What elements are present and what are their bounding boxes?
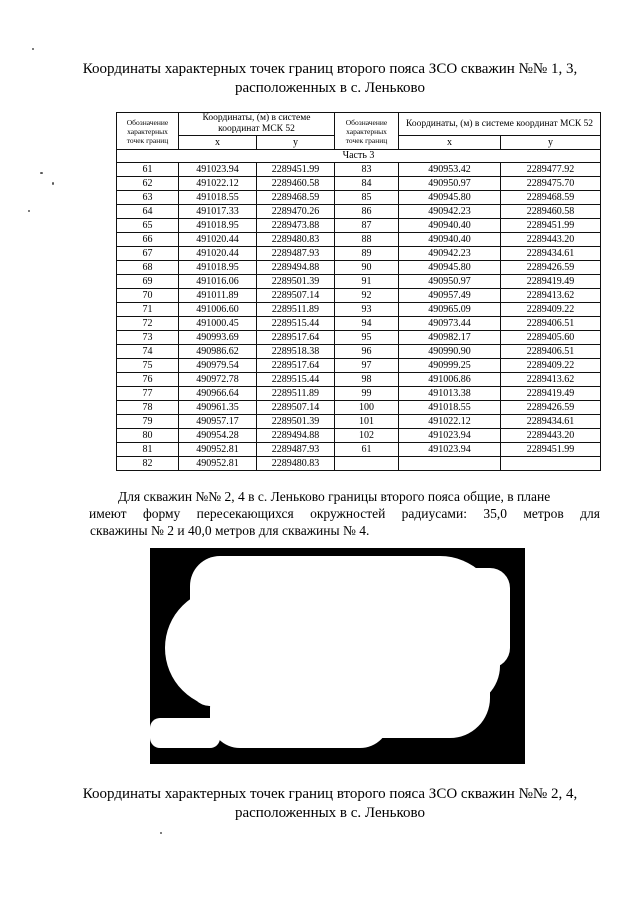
cell-x-2: 490940.40 — [399, 219, 501, 233]
header-point-designation: Обозначение характерных точек границ — [117, 113, 179, 150]
cell-y: 2289494.88 — [257, 261, 335, 275]
cell-x: 491020.44 — [179, 233, 257, 247]
cell-y: 2289480.83 — [257, 457, 335, 471]
cell-x-2: 490950.97 — [399, 177, 501, 191]
cell-y-2: 2289434.61 — [501, 415, 601, 429]
table-row — [117, 443, 601, 457]
cell-x: 491018.95 — [179, 261, 257, 275]
cell-y-2: 2289443.20 — [501, 429, 601, 443]
cell-x: 491017.33 — [179, 205, 257, 219]
cell-y-2: 2289451.99 — [501, 443, 601, 457]
cell-point-2: 95 — [335, 331, 399, 345]
cell-y: 2289517.64 — [257, 331, 335, 345]
paragraph-line-3: скважины № 2 и 40,0 метров для скважины № 4. — [90, 523, 370, 538]
cell-x: 490979.54 — [179, 359, 257, 373]
cell-point: 82 — [117, 457, 179, 471]
table-title-line-2: расположенных в с. Леньково — [234, 80, 426, 96]
header-x: x — [179, 136, 257, 150]
cell-point-2: 102 — [335, 429, 399, 443]
cell-y-2: 2289409.22 — [501, 359, 601, 373]
cell-y-2: 2289413.62 — [501, 373, 601, 387]
table-row — [117, 275, 601, 289]
bottom-title-line-1: Координаты характерных точек границ второго пояса ЗСО скважин №№ 2, 4, — [82, 786, 578, 802]
cell-point-2: 101 — [335, 415, 399, 429]
header-y: y — [257, 136, 335, 150]
cell-x-2: 491013.38 — [399, 387, 501, 401]
cell-y: 2289473.88 — [257, 219, 335, 233]
cell-x: 490957.17 — [179, 415, 257, 429]
paragraph-line-2: имеют форму пересекающихся окружностей радиусами: 35,0 метров для — [89, 506, 600, 521]
table-row — [117, 261, 601, 275]
cell-point-2: 85 — [335, 191, 399, 205]
cell-point: 62 — [117, 177, 179, 191]
cell-y-2: 2289406.51 — [501, 345, 601, 359]
cell-point-2: 90 — [335, 261, 399, 275]
cell-y: 2289518.38 — [257, 345, 335, 359]
cell-x: 490952.81 — [179, 457, 257, 471]
cell-y: 2289507.14 — [257, 289, 335, 303]
header-x-2: x — [399, 136, 501, 150]
cell-x: 491016.06 — [179, 275, 257, 289]
cell-point: 69 — [117, 275, 179, 289]
part-label: Часть 3 — [117, 150, 601, 163]
table-row — [117, 233, 601, 247]
cell-y-2: 2289451.99 — [501, 219, 601, 233]
cell-point: 68 — [117, 261, 179, 275]
cell-point: 80 — [117, 429, 179, 443]
bottom-title-line-2: расположенных в с. Леньково — [234, 805, 426, 821]
cell-x: 491000.45 — [179, 317, 257, 331]
cell-x-2: 490973.44 — [399, 317, 501, 331]
cell-x: 491022.12 — [179, 177, 257, 191]
cell-x-2: 490965.09 — [399, 303, 501, 317]
cell-point: 77 — [117, 387, 179, 401]
cell-point-2: 89 — [335, 247, 399, 261]
table-row — [117, 331, 601, 345]
cell-x: 490986.62 — [179, 345, 257, 359]
cell-y-2: 2289468.59 — [501, 191, 601, 205]
table-header-row — [117, 113, 601, 136]
cell-x: 491011.89 — [179, 289, 257, 303]
part-row — [117, 150, 601, 163]
cell-y-2: 2289426.59 — [501, 401, 601, 415]
scanned-map-image — [150, 548, 525, 764]
cell-point-2: 93 — [335, 303, 399, 317]
cell-x-2: 491022.12 — [399, 415, 501, 429]
cell-point: 79 — [117, 415, 179, 429]
cell-y-2: 2289460.58 — [501, 205, 601, 219]
cell-point-2 — [335, 457, 399, 471]
table-title-wells-1-3 — [60, 60, 600, 98]
cell-y: 2289494.88 — [257, 429, 335, 443]
header-y-2: y — [501, 136, 601, 150]
table-row — [117, 317, 601, 331]
cell-y-2: 2289443.20 — [501, 233, 601, 247]
cell-x-2: 490950.97 — [399, 275, 501, 289]
cell-x-2: 491023.94 — [399, 429, 501, 443]
cell-x: 490954.28 — [179, 429, 257, 443]
cell-point-2: 61 — [335, 443, 399, 457]
table-row — [117, 401, 601, 415]
cell-y: 2289487.93 — [257, 443, 335, 457]
cell-x: 490961.35 — [179, 401, 257, 415]
cell-point-2: 86 — [335, 205, 399, 219]
cell-point-2: 91 — [335, 275, 399, 289]
table-row — [117, 457, 601, 471]
cell-point-2: 99 — [335, 387, 399, 401]
table-row — [117, 345, 601, 359]
cell-y-2 — [501, 457, 601, 471]
cell-y: 2289501.39 — [257, 275, 335, 289]
cell-y: 2289515.44 — [257, 373, 335, 387]
cell-x: 490993.69 — [179, 331, 257, 345]
scan-speck — [40, 172, 43, 174]
cell-y: 2289468.59 — [257, 191, 335, 205]
table-title-wells-2-4 — [60, 785, 600, 823]
cell-x: 491018.55 — [179, 191, 257, 205]
table-row — [117, 415, 601, 429]
cell-x-2: 490999.25 — [399, 359, 501, 373]
cell-x: 491006.60 — [179, 303, 257, 317]
cell-y-2: 2289426.59 — [501, 261, 601, 275]
cell-x-2: 490957.49 — [399, 289, 501, 303]
cell-x-2: 490940.40 — [399, 233, 501, 247]
cell-y: 2289451.99 — [257, 163, 335, 177]
cell-x: 490972.78 — [179, 373, 257, 387]
cell-y-2: 2289406.51 — [501, 317, 601, 331]
cell-x: 491018.95 — [179, 219, 257, 233]
cell-y-2: 2289475.70 — [501, 177, 601, 191]
cell-x-2: 491006.86 — [399, 373, 501, 387]
cell-point-2: 83 — [335, 163, 399, 177]
cell-y-2: 2289419.49 — [501, 275, 601, 289]
cell-point-2: 97 — [335, 359, 399, 373]
cell-point: 74 — [117, 345, 179, 359]
cell-x-2: 490942.23 — [399, 205, 501, 219]
cell-y-2: 2289405.60 — [501, 331, 601, 345]
cell-x-2: 490990.90 — [399, 345, 501, 359]
cell-point: 78 — [117, 401, 179, 415]
cell-x-2: 490982.17 — [399, 331, 501, 345]
header-coordinates-2: Координаты, (м) в системе координат МСК 52 — [399, 113, 601, 136]
cell-y: 2289507.14 — [257, 401, 335, 415]
paragraph-line-1: Для скважин №№ 2, 4 в с. Леньково границы второго пояса общие, в плане — [118, 489, 551, 504]
cell-x: 490966.64 — [179, 387, 257, 401]
scan-speck — [28, 210, 30, 212]
table-row — [117, 163, 601, 177]
cell-x: 490952.81 — [179, 443, 257, 457]
cell-point: 71 — [117, 303, 179, 317]
cell-y: 2289511.89 — [257, 303, 335, 317]
cell-y: 2289515.44 — [257, 317, 335, 331]
table-row — [117, 303, 601, 317]
cell-y-2: 2289419.49 — [501, 387, 601, 401]
table-row — [117, 177, 601, 191]
cell-point-2: 100 — [335, 401, 399, 415]
cell-point: 76 — [117, 373, 179, 387]
cell-point-2: 92 — [335, 289, 399, 303]
cell-x: 491020.44 — [179, 247, 257, 261]
cell-point: 75 — [117, 359, 179, 373]
table-row — [117, 289, 601, 303]
cell-point: 61 — [117, 163, 179, 177]
cell-point-2: 96 — [335, 345, 399, 359]
wells-2-4-paragraph — [90, 488, 600, 539]
cell-x: 491023.94 — [179, 163, 257, 177]
cell-y: 2289470.26 — [257, 205, 335, 219]
cell-point: 65 — [117, 219, 179, 233]
cell-y-2: 2289434.61 — [501, 247, 601, 261]
table-row — [117, 205, 601, 219]
cell-y: 2289517.64 — [257, 359, 335, 373]
cell-y: 2289501.39 — [257, 415, 335, 429]
cell-y: 2289480.83 — [257, 233, 335, 247]
cell-y: 2289511.89 — [257, 387, 335, 401]
scan-speck — [32, 48, 34, 50]
cell-point-2: 94 — [335, 317, 399, 331]
cell-point-2: 84 — [335, 177, 399, 191]
cell-y-2: 2289409.22 — [501, 303, 601, 317]
cell-x-2 — [399, 457, 501, 471]
cell-x-2: 490953.42 — [399, 163, 501, 177]
cell-x-2: 490945.80 — [399, 261, 501, 275]
scan-speck — [52, 182, 54, 185]
cell-y-2: 2289413.62 — [501, 289, 601, 303]
scan-speck — [160, 832, 162, 834]
cell-point: 63 — [117, 191, 179, 205]
coordinates-table — [116, 112, 601, 471]
cell-x-2: 491023.94 — [399, 443, 501, 457]
cell-point: 66 — [117, 233, 179, 247]
cell-point: 73 — [117, 331, 179, 345]
cell-point: 70 — [117, 289, 179, 303]
header-coordinates: Координаты, (м) в системе координат МСК 52 — [179, 113, 335, 136]
header-point-designation-2: Обозначение характерных точек границ — [335, 113, 399, 150]
cell-point: 64 — [117, 205, 179, 219]
cell-y: 2289460.58 — [257, 177, 335, 191]
table-row — [117, 387, 601, 401]
table-row — [117, 359, 601, 373]
table-row — [117, 429, 601, 443]
cell-x-2: 490942.23 — [399, 247, 501, 261]
cell-point-2: 98 — [335, 373, 399, 387]
cell-point: 72 — [117, 317, 179, 331]
table-row — [117, 191, 601, 205]
cell-point-2: 87 — [335, 219, 399, 233]
table-row — [117, 373, 601, 387]
cell-point-2: 88 — [335, 233, 399, 247]
cell-point: 81 — [117, 443, 179, 457]
table-row — [117, 247, 601, 261]
cell-y: 2289487.93 — [257, 247, 335, 261]
table-title-line-1: Координаты характерных точек границ второго пояса ЗСО скважин №№ 1, 3, — [82, 61, 578, 77]
cell-point: 67 — [117, 247, 179, 261]
cell-x-2: 490945.80 — [399, 191, 501, 205]
cell-y-2: 2289477.92 — [501, 163, 601, 177]
cell-x-2: 491018.55 — [399, 401, 501, 415]
table-row — [117, 219, 601, 233]
